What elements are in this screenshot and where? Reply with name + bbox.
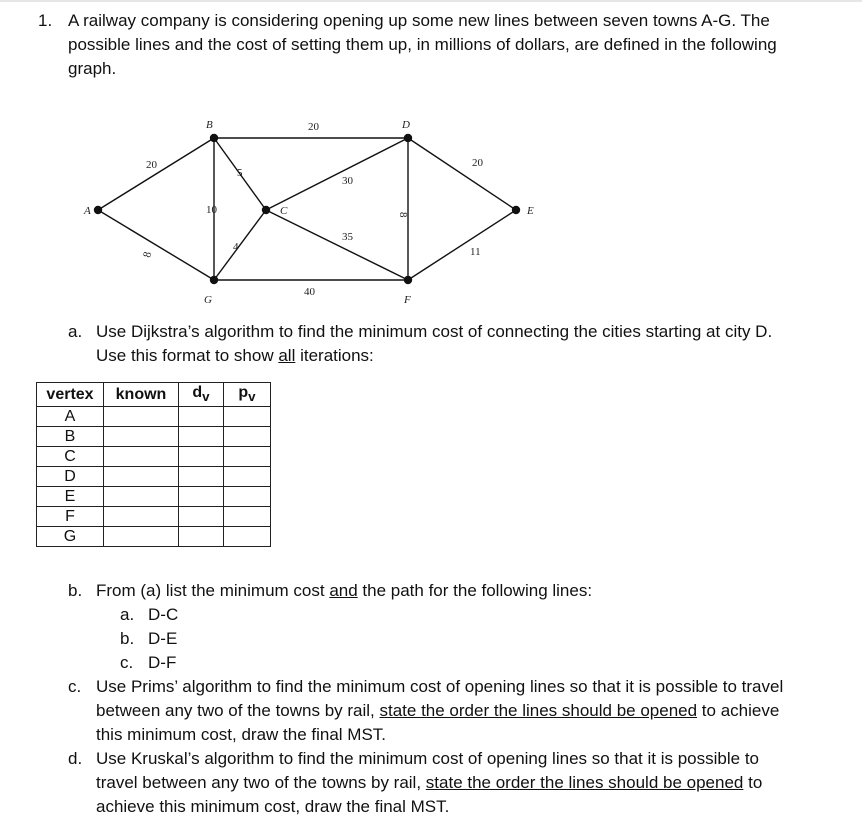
edge-weight-label: 10 xyxy=(206,204,217,216)
edge-d-e xyxy=(408,138,516,210)
top-divider xyxy=(0,0,862,2)
edge-weight-label: 20 xyxy=(146,159,157,171)
table-header-row xyxy=(37,383,271,407)
vertex-cell: F xyxy=(37,507,104,527)
vertex-node-a xyxy=(94,206,102,214)
table-row xyxy=(37,487,271,507)
edge-weight-label: 30 xyxy=(342,175,353,187)
question-intro-line-3: graph. xyxy=(68,59,117,78)
vertex-label: C xyxy=(280,205,288,217)
edge-weight-label: 5 xyxy=(237,167,243,179)
table-row xyxy=(37,447,271,467)
part-b-item-letter: b. xyxy=(120,629,135,648)
question-number: 1. xyxy=(38,11,53,30)
pv-cell[interactable] xyxy=(224,407,271,427)
table-row xyxy=(37,527,271,547)
vertex-label: A xyxy=(84,205,91,217)
edge-c-d xyxy=(266,138,408,210)
edge-c-f xyxy=(266,210,408,280)
dv-cell[interactable] xyxy=(179,407,224,427)
pv-cell[interactable] xyxy=(224,527,271,547)
vertex-cell: E xyxy=(37,487,104,507)
vertex-label: E xyxy=(527,205,534,217)
vertex-node-c xyxy=(262,206,270,214)
known-cell[interactable] xyxy=(104,527,179,547)
edge-e-f xyxy=(408,210,516,280)
part-a-line-2: Use this format to show all iterations: xyxy=(96,346,374,365)
vertex-cell: B xyxy=(37,427,104,447)
known-cell[interactable] xyxy=(104,467,179,487)
vertex-node-f xyxy=(404,276,412,284)
pv-cell[interactable] xyxy=(224,487,271,507)
dv-cell[interactable] xyxy=(179,527,224,547)
part-b-item-text: D-C xyxy=(148,605,179,624)
known-cell[interactable] xyxy=(104,427,179,447)
dv-cell[interactable] xyxy=(179,467,224,487)
part-c-letter: c. xyxy=(68,677,82,696)
part-c-line-1: Use Prims’ algorithm to find the minimum cost of opening lines so that it is possible to travel xyxy=(96,677,784,696)
dv-cell[interactable] xyxy=(179,487,224,507)
edge-weight-label: 8 xyxy=(397,212,409,218)
part-a-line-1: Use Dijkstra’s algorithm to find the minimum cost of connecting the cities starting at city D. xyxy=(96,322,773,341)
edge-a-g xyxy=(98,210,214,280)
known-cell[interactable] xyxy=(104,507,179,527)
edge-weight-label: 20 xyxy=(472,157,483,169)
table-row xyxy=(37,467,271,487)
vertex-label: G xyxy=(204,294,212,306)
part-b-item-text: D-F xyxy=(148,653,177,672)
table-row xyxy=(37,407,271,427)
vertex-node-d xyxy=(404,134,412,142)
part-c-line-3: this minimum cost, draw the final MST. xyxy=(96,725,387,744)
pv-cell[interactable] xyxy=(224,467,271,487)
edge-weight-label: 20 xyxy=(308,121,319,133)
part-d-letter: d. xyxy=(68,749,83,768)
dijkstra-table xyxy=(36,382,271,547)
edge-c-g xyxy=(214,210,266,280)
pv-cell[interactable] xyxy=(224,447,271,467)
part-a-letter: a. xyxy=(68,322,83,341)
part-d-line-3: achieve this minimum cost, draw the final MST. xyxy=(96,797,450,816)
vertex-cell: A xyxy=(37,407,104,427)
part-b-item-text: D-E xyxy=(148,629,178,648)
edge-weight-label: 8 xyxy=(141,250,155,259)
vertex-label: D xyxy=(402,119,410,131)
dv-cell[interactable] xyxy=(179,427,224,447)
header-known: known xyxy=(104,383,179,407)
edge-a-b xyxy=(98,138,214,210)
vertex-node-b xyxy=(210,134,218,142)
table-row xyxy=(37,427,271,447)
edge-weight-label: 40 xyxy=(304,286,315,298)
vertex-cell: G xyxy=(37,527,104,547)
header-dv: $d_v$ xyxy=(179,383,224,407)
vertex-node-e xyxy=(512,206,520,214)
dv-cell[interactable] xyxy=(179,507,224,527)
dv-cell[interactable] xyxy=(179,447,224,467)
vertex-label: B xyxy=(206,119,213,131)
known-cell[interactable] xyxy=(104,407,179,427)
table-row xyxy=(37,507,271,527)
vertex-node-g xyxy=(210,276,218,284)
known-cell[interactable] xyxy=(104,487,179,507)
edge-weight-label: 11 xyxy=(470,246,481,258)
vertex-cell: C xyxy=(37,447,104,467)
question-intro-line-1: A railway company is considering opening up some new lines between seven towns A-G. The xyxy=(68,11,770,30)
vertex-cell: D xyxy=(37,467,104,487)
vertex-label: F xyxy=(404,294,411,306)
part-b-item-letter: a. xyxy=(120,605,135,624)
part-d-line-2: travel between any two of the towns by rail, state the order the lines should be opened to xyxy=(96,773,763,792)
part-b-item-letter: c. xyxy=(120,653,134,672)
part-d-line-1: Use Kruskal’s algorithm to find the minimum cost of opening lines so that it is possible to xyxy=(96,749,759,768)
part-b-text: From (a) list the minimum cost and the path for the following lines: xyxy=(96,581,593,600)
edge-weight-label: 4 xyxy=(233,241,239,253)
question-intro-line-2: possible lines and the cost of setting them up, in millions of dollars, are defined in the following xyxy=(68,35,777,54)
pv-cell[interactable] xyxy=(224,427,271,447)
edge-weight-label: 35 xyxy=(342,231,353,243)
railway-graph xyxy=(80,112,560,310)
known-cell[interactable] xyxy=(104,447,179,467)
part-b-letter: b. xyxy=(68,581,83,600)
pv-cell[interactable] xyxy=(224,507,271,527)
header-vertex: vertex xyxy=(37,383,104,407)
part-c-line-2: between any two of the towns by rail, state the order the lines should be opened to achieve xyxy=(96,701,780,720)
header-pv: $p_v$ xyxy=(224,383,271,407)
